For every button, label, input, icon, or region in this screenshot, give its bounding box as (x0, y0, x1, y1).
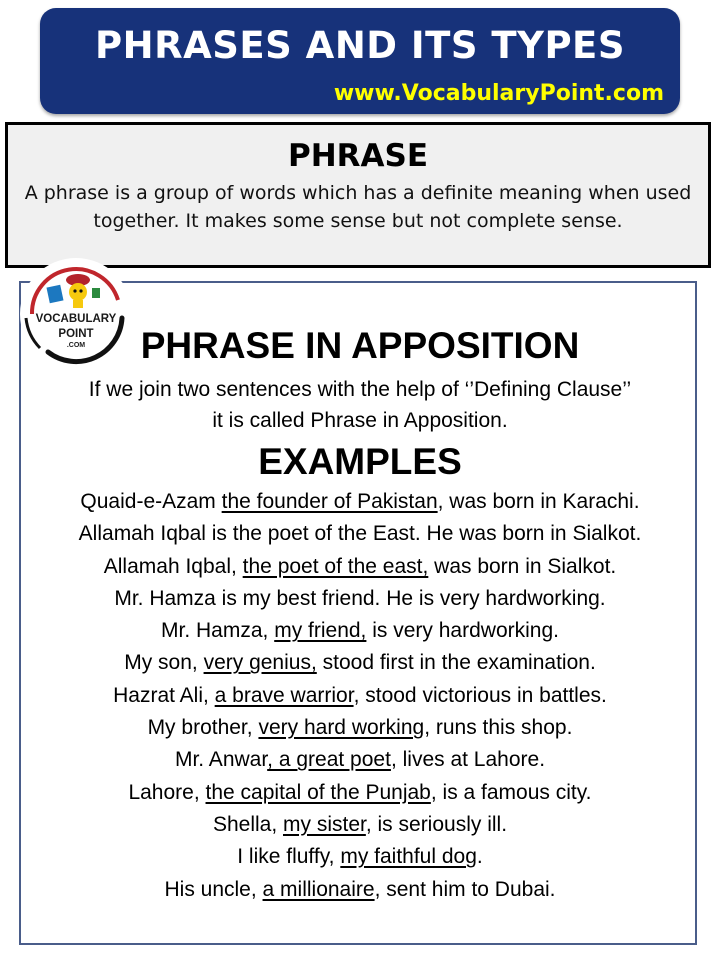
underlined-phrase: my faithful dog (340, 845, 477, 869)
example-sentence: Allamah Iqbal is the poet of the East. He was born in Sialkot. (78, 522, 642, 546)
example-sentence: Mr. Hamza is my best friend. He is very hardworking. (114, 586, 606, 610)
page-title: PHRASES AND ITS TYPES (95, 24, 625, 67)
example-sentence: I like fluffy, my faithful dog. (237, 845, 483, 869)
example-sentence: Mr. Anwar, a great poet, lives at Lahore. (174, 748, 546, 772)
website-url[interactable]: www.VocabularyPoint.com (333, 81, 664, 106)
logo-text-point: POINT (58, 328, 94, 340)
example-sentence: My brother, very hard working, runs this shop. (147, 716, 573, 740)
underlined-phrase: , a great poet (267, 748, 391, 772)
underlined-phrase: my friend, (274, 619, 367, 643)
logo-text-com: .COM (66, 342, 86, 349)
underlined-phrase: a brave warrior (214, 683, 354, 707)
phrase-definition-box (5, 122, 711, 268)
example-sentence: His uncle, a millionaire, sent him to Dubai. (164, 877, 556, 901)
apposition-title: PHRASE IN APPOSITION (140, 325, 580, 366)
header-banner (40, 8, 680, 114)
example-sentence: Lahore, the capital of the Punjab, is a famous city. (128, 780, 592, 804)
underlined-phrase: the founder of Pakistan (221, 490, 438, 513)
apposition-text-line: If we join two sentences with the help of ‘’Defining Clause’’ (88, 378, 632, 401)
underlined-phrase: the poet of the east, (242, 554, 429, 578)
example-sentence: My son, very genius, stood first in the examination. (124, 651, 596, 675)
example-sentence: Hazrat Ali, a brave warrior, stood victorious in battles. (113, 683, 607, 707)
underlined-phrase: my sister (283, 812, 366, 836)
example-sentence: Shella, my sister, is seriously ill. (212, 812, 508, 836)
underlined-phrase: a millionaire (262, 877, 375, 901)
definition-text: A phrase is a group of words which has a definite meaning when used together. It makes some sense but not complete sense. (24, 182, 692, 232)
logo-text-vocabulary: VOCABULARY (35, 313, 117, 325)
examples-title: EXAMPLES (258, 441, 462, 482)
definition-title: PHRASE (287, 138, 429, 174)
example-sentence: Mr. Hamza, my friend, is very hardworking. (161, 619, 559, 643)
underlined-phrase: the capital of the Punjab (205, 780, 431, 804)
examples-list (0, 486, 720, 906)
example-sentence: Quaid-e-Azam the founder of Pakistan, was born in Karachi. (80, 490, 640, 513)
underlined-phrase: very hard working (258, 716, 425, 740)
apposition-description (0, 374, 720, 436)
example-sentence: Allamah Iqbal, the poet of the east, was born in Sialkot. (103, 554, 617, 578)
apposition-text-line: it is called Phrase in Apposition. (212, 409, 508, 432)
underlined-phrase: very genius, (203, 651, 317, 675)
